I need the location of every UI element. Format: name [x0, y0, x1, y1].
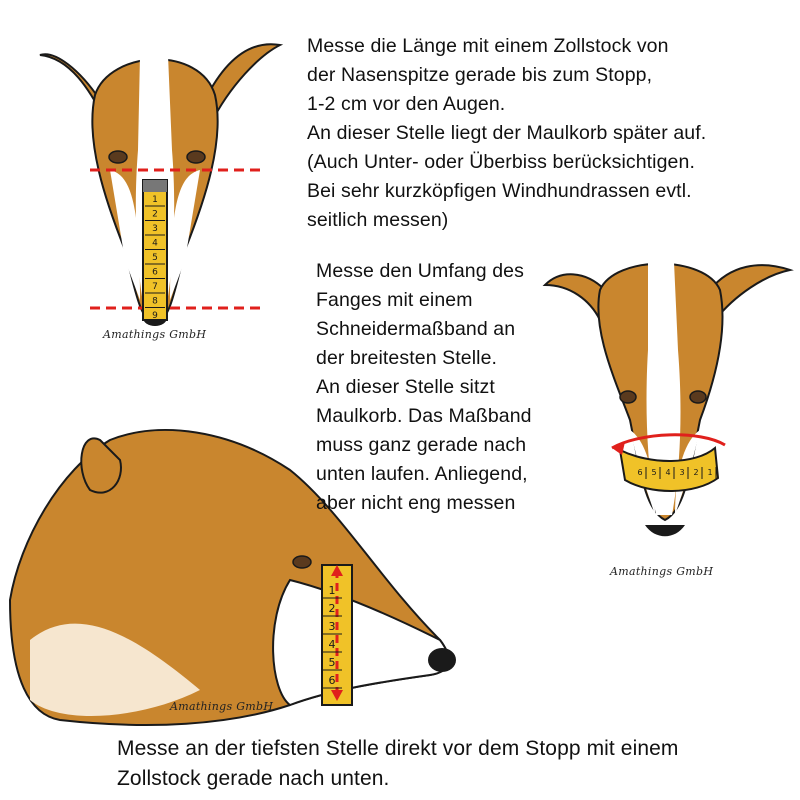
- text-line: (Auch Unter- oder Überbiss berücksichtigen.: [307, 151, 695, 173]
- text-line: Maulkorb. Das Maßband: [316, 405, 532, 427]
- ruler-number: 1: [328, 584, 336, 597]
- ruler-number: 8: [152, 296, 158, 307]
- ruler-number: 6: [328, 674, 336, 687]
- ruler-number: 4: [328, 638, 336, 651]
- ruler-number: 4: [665, 468, 671, 477]
- ruler-number: 2: [152, 209, 158, 220]
- text-line: Bei sehr kurzköpfigen Windhundrassen evtl.: [307, 180, 692, 202]
- ruler-number: 5: [152, 253, 158, 263]
- text-line: muss ganz gerade nach: [316, 434, 527, 456]
- ruler-number: 2: [328, 602, 336, 615]
- text-line: An dieser Stelle sitzt: [316, 376, 495, 398]
- signature-circumference: Amathings GmbH: [610, 565, 714, 578]
- depth-instruction: [117, 734, 679, 794]
- side-ruler: [322, 565, 352, 705]
- ruler-number: 3: [679, 468, 685, 477]
- text-line: An dieser Stelle liegt der Maulkorb später auf.: [307, 122, 707, 144]
- text-line: seitlich messen): [307, 209, 449, 231]
- length-instruction: [307, 32, 706, 235]
- signature-side: Amathings GmbH: [170, 700, 274, 713]
- ruler-number: 9: [152, 311, 158, 321]
- ruler-number: 5: [328, 656, 336, 669]
- text-line: Schneidermaßband an: [316, 318, 516, 340]
- text-line: 1-2 cm vor den Augen.: [307, 93, 506, 115]
- signature-front: Amathings GmbH: [103, 328, 207, 341]
- ruler-number: 1: [707, 468, 713, 477]
- ruler-number: 3: [328, 620, 336, 633]
- text-line: Zollstock gerade nach unten.: [117, 767, 390, 790]
- circumference-dog-head: [545, 259, 790, 536]
- text-line: aber nicht eng messen: [316, 492, 516, 514]
- circumference-instruction: [316, 257, 532, 518]
- text-line: der breitesten Stelle.: [316, 347, 498, 369]
- ruler-number: 5: [651, 468, 657, 477]
- ruler-number: 6: [152, 267, 158, 278]
- front-ruler: [143, 180, 167, 322]
- ruler-number: 7: [152, 282, 158, 292]
- ruler-number: 6: [637, 468, 643, 477]
- text-line: Messe die Länge mit einem Zollstock von: [307, 35, 669, 57]
- text-line: Fanges mit einem: [316, 289, 473, 311]
- ruler-number: 4: [152, 238, 158, 249]
- ruler-number: 3: [152, 224, 158, 234]
- text-line: der Nasenspitze gerade bis zum Stopp,: [307, 64, 653, 86]
- ruler-number: 2: [693, 468, 699, 477]
- ruler-number: 1: [152, 195, 158, 205]
- text-line: Messe den Umfang des: [316, 260, 524, 282]
- text-line: Messe an der tiefsten Stelle direkt vor dem Stopp mit einem: [117, 737, 679, 760]
- text-line: unten laufen. Anliegend,: [316, 463, 528, 485]
